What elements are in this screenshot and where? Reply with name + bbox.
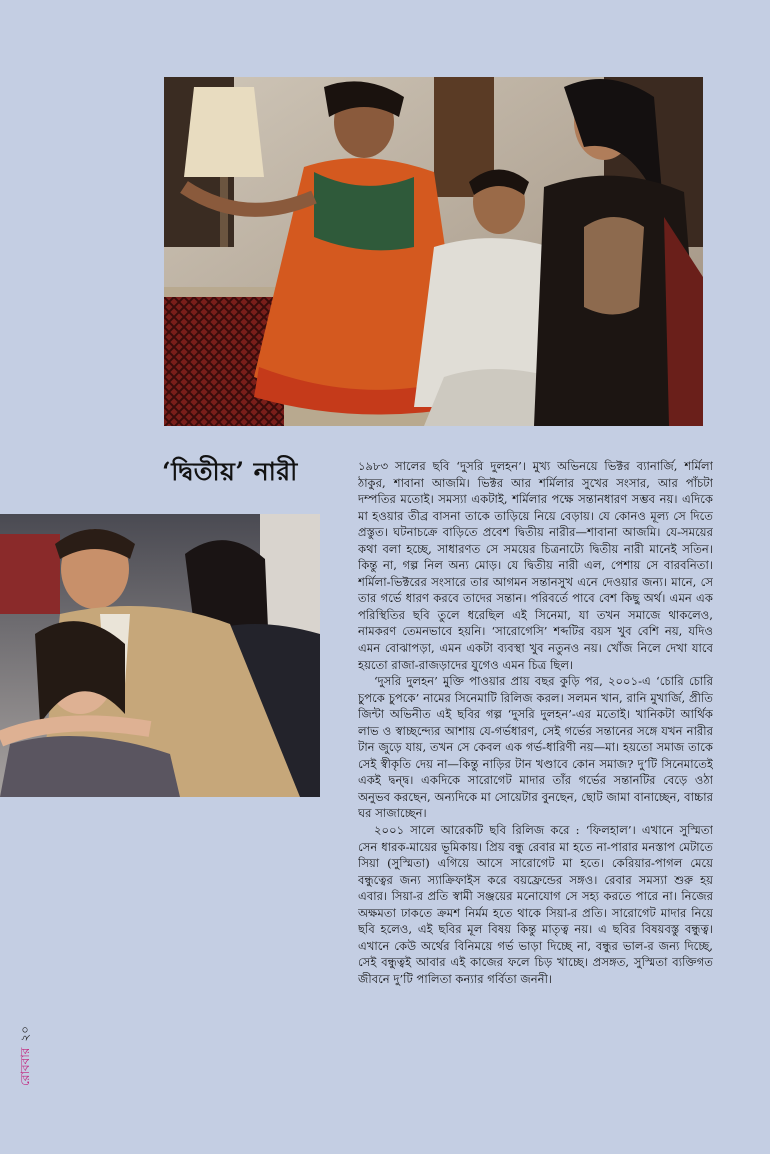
film-still-chori-chori-chupke-chupke	[0, 514, 320, 797]
magazine-name: রোববার	[18, 1047, 32, 1086]
article-headline: ‘দ্বিতীয়’ নারী	[162, 457, 298, 486]
article-paragraph: ‘দুসরি দুলহন’ মুক্তি পাওয়ার প্রায় বছর কুড়ি পর, ২০০১-এ ‘চোরি চোরি চুপকে চুপকে’ নামের সিনেমাটি রিলিজ করল। সলমন খান, রানি মুখার্জি, প্রীতি জিন্টা অভিনীত এই ছবির গল্প ‘দুসরি দুলহন’-এর মতোই। খানিকটা আর্থিক লাভ ও স্বাচ্ছন্দ্যের আশায় যে-গর্ভধারণ, সেই গর্ভের সন্তানের সঙ্গে যখন নারীর টান জুড়ে যায়, তখন সে কেবল এক গর্ভ-ধারিণী নয়—মা। হয়তো সমাজ তাকে সেই স্বীকৃতি দেয় না—কিন্তু নাড়ির টান খণ্ডাবে কোন সমাজ? দু’টি সিনেমাতেই একই দ্বন্দ্ব। একদিকে সারোগেট মাদার তাঁর গর্ভের সন্তানটির বেড়ে ওঠা অনুভব করছেন, অন্যদিকে মা সোয়েটার বুনছেন, ছোট জামা বানাচ্ছেন, বাচ্চার ঘর সাজাচ্ছেন।	[358, 674, 713, 821]
film-still-dusri-dulhan	[164, 77, 703, 426]
article-paragraph: ২০০১ সালে আরেকটি ছবি রিলিজ করে : ‘ফিলহাল’। এখানে সুস্মিতা সেন ধারক-মায়ের ভূমিকায়। প্রিয় বন্ধু রেবার মা হতে না-পারার মনস্তাপ মেটাতে সিয়া (সুস্মিতা) এগিয়ে আসে সারোগেট মা হতে। কেরিয়ার-পাগল মেয়ে বন্ধুত্বের জন্য স্যাক্রিফাইস করে বয়ফ্রেন্ডের সঙ্গও। রেবার সমস্যা শুরু হয় এবার। সিয়া-র প্রতি স্বামী সঞ্জয়ের মনোযোগ সে সহ্য করতে পারে না। নিজের অক্ষমতা ঢাকতে ক্রমশ নির্মম হতে থাকে সিয়া-র প্রতি। সারোগেট মাদার নিয়ে ছবি হলেও, এই ছবির মূল বিষয় কিন্তু মাতৃত্ব নয়। এ ছবির বিষয়বস্তু বন্ধুত্ব। এখানে কেউ অর্থের বিনিময়ে গর্ভ ভাড়া দিচ্ছে না, বন্ধুর ভাল-র জন্য দিচ্ছে, সেই বন্ধুত্বই আবার এই কাজের ফলে চিড় খাচ্ছে। প্রসঙ্গত, সুস্মিতা ব্যক্তিগত জীবনে দু’টি পালিতা কন্যার গর্বিতা জননী।	[358, 823, 713, 986]
page-folio	[17, 1016, 41, 1086]
page-number: ২০	[18, 1026, 32, 1042]
article-paragraph: ১৯৮৩ সালের ছবি ‘দুসরি দুলহন’। মুখ্য অভিনয়ে ভিক্টর ব্যানার্জি, শর্মিলা ঠাকুর, শাবানা আজমি। ভিক্টর আর শর্মিলার সুখের সংসার, আর পাঁচটা দম্পতির মতোই। সমস্যা একটাই, শর্মিলার পক্ষে সন্তানধারণ সম্ভব নয়। এদিকে মা হওয়ার তীব্র বাসনা তাকে তাড়িয়ে নিয়ে বেড়ায়। যে কোনও মূল্য সে দিতে প্রস্তুত। ঘটনাচক্রে বাড়িতে প্রবেশ দ্বিতীয় নারীর—শাবানা আজমি। যে-সময়ের কথা বলা হচ্ছে, সাধারণত সে সময়ের চিত্রনাট্যে দ্বিতীয় নারী মানেই সতিন। কিন্তু না, গল্প নিল অন্য মোড়। যে দ্বিতীয় নারী এল, পেশায় সে বারবনিতা। শর্মিলা-ভিক্টরের সংসারে তার আগমন সন্তানসুখ এনে দেওয়ার জন্য। মানে, সে তার গর্ভে ধারণ করবে তাদের সন্তান। পরিবর্তে পাবে বেশ কিছু অর্থ। এমন এক পরিস্থিতির ছবি তুলে ধরেছিল এই সিনেমা, যা তখন সমাজে থাকলেও, নামকরণ তেমনভাবে হয়নি। ‘সারোগেসি’ শব্দটির বয়স খুব বেশি নয়, যদিও এমন বোঝাপড়া, এমন একটা ব্যবস্থা খুব নতুনও নয়। খোঁজ নিলে দেখা যাবে হয়তো রাজা-রাজড়াদের যুগেও এমন চিত্র ছিল।	[358, 459, 713, 672]
article-body	[358, 458, 713, 1098]
